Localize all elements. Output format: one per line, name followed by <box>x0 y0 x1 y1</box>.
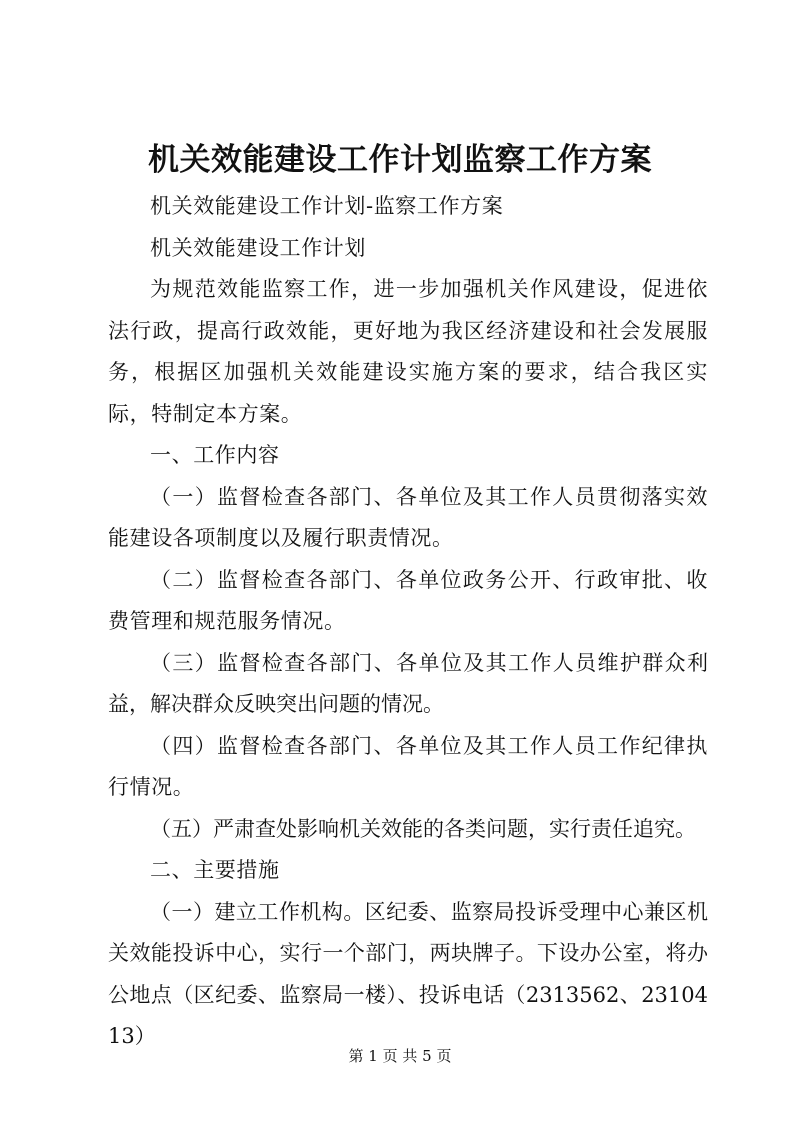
measure-item-1: （一）建立工作机构。区纪委、监察局投诉受理中心兼区机关效能投诉中心，实行一个部门，两块牌子。下设办公室，将办公地点（区纪委、监察局一楼）、投诉电话（2313562、2310413） <box>108 899 708 1048</box>
section-heading-work-content: 一、工作内容 <box>150 443 280 467</box>
section-heading-main-measures: 二、主要措施 <box>150 858 280 882</box>
work-item-5: （五）严肃查处影响机关效能的各类问题，实行责任追究。 <box>150 816 696 841</box>
work-item-4: （四）监督检查各部门、各单位及其工作人员工作纪律执行情况。 <box>108 733 708 799</box>
work-item-1: （一）监督检查各部门、各单位及其工作人员贯彻落实效能建设各项制度以及履行职责情况。 <box>108 484 708 550</box>
work-item-3: （三）监督检查各部门、各单位及其工作人员维护群众利益，解决群众反映突出问题的情况。 <box>108 650 708 716</box>
subtitle-paragraph: 机关效能建设工作计划-监察工作方案 <box>150 194 504 218</box>
work-item-2: （二）监督检查各部门、各单位政务公开、行政审批、收费管理和规范服务情况。 <box>108 567 708 633</box>
document-body <box>108 186 708 1058</box>
document-title: 机关效能建设工作计划监察工作方案 <box>148 142 652 178</box>
page-footer: 第 1 页 共 5 页 <box>348 1047 452 1065</box>
intro-paragraph: 为规范效能监察工作，进一步加强机关作风建设，促进依法行政，提高行政效能，更好地为我区经济建设和社会发展服务，根据区加强机关效能建设实施方案的要求，结合我区实际，特制定本方案。 <box>108 277 708 426</box>
plan-heading: 机关效能建设工作计划 <box>150 235 366 260</box>
